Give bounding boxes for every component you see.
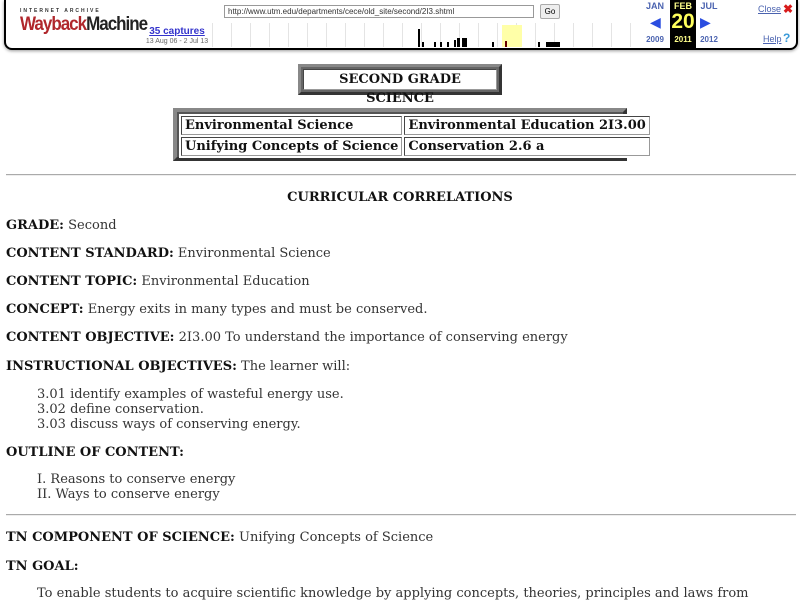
outline-list	[37, 472, 235, 502]
prev-month-link[interactable]: JAN	[645, 1, 664, 11]
capture-calendar	[642, 0, 724, 48]
close-link[interactable]: Close	[758, 4, 782, 14]
wayback-machine-wordmark: WaybackMachine	[20, 12, 148, 35]
instructional-objectives-field: INSTRUCTIONAL OBJECTIVES: The learner will:	[6, 359, 351, 374]
page-title-box	[298, 64, 502, 106]
table-cell: Unifying Concepts of Science	[181, 137, 402, 156]
list-item: II. Ways to conserve energy	[37, 487, 220, 502]
wayback-logo[interactable]	[20, 8, 148, 35]
tn-goal-field: TN GOAL:	[6, 559, 79, 574]
url-input[interactable]	[224, 5, 534, 18]
tn-goal-text: To enable students to acquire scientific knowledge by applying concepts, theories, principles and laws from	[37, 586, 749, 600]
next-capture-arrow-icon[interactable]: ▶	[700, 14, 711, 30]
current-day: 20	[671, 10, 695, 33]
list-item: I. Reasons to conserve energy	[37, 472, 236, 487]
prev-year-link[interactable]: 2009	[646, 35, 664, 44]
help-icon[interactable]: ?	[783, 31, 791, 45]
section-heading: CURRICULAR CORRELATIONS	[287, 190, 513, 205]
content-objective-field: CONTENT OBJECTIVE: 2I3.00 To understand the importance of conserving energy	[6, 330, 568, 345]
grade-field: GRADE: Second	[6, 218, 117, 233]
correlation-table	[173, 108, 646, 161]
table-row	[181, 116, 650, 135]
divider	[6, 514, 796, 516]
next-year-link[interactable]: 2012	[700, 35, 718, 44]
objectives-list	[37, 387, 344, 432]
current-capture-date	[670, 0, 696, 48]
prev-capture-arrow-icon[interactable]: ◀	[650, 14, 661, 30]
next-month-link[interactable]: JUL	[700, 1, 718, 11]
outline-field: OUTLINE OF CONTENT:	[6, 445, 184, 460]
list-item: 3.01 identify examples of wasteful energy use.	[37, 387, 344, 402]
go-button[interactable]: Go	[540, 4, 560, 19]
captures-info	[144, 26, 210, 45]
divider	[6, 174, 796, 176]
captures-range: 13 Aug 06 - 2 Jul 13	[145, 38, 209, 45]
table-cell: Conservation 2.6 a	[404, 137, 649, 156]
page-title: SECOND GRADE SCIENCE	[303, 69, 497, 90]
current-year: 2011	[674, 35, 692, 44]
list-item: 3.02 define conservation.	[37, 402, 204, 417]
table-row	[181, 137, 650, 156]
help-link[interactable]: Help	[763, 34, 782, 44]
tn-component-field: TN COMPONENT OF SCIENCE: Unifying Concepts of Science	[6, 530, 434, 545]
list-item: 3.03 discuss ways of conserving energy.	[37, 417, 301, 432]
content-standard-field: CONTENT STANDARD: Environmental Science	[6, 246, 331, 261]
wayback-toolbar	[4, 0, 798, 50]
current-month: FEB	[674, 1, 692, 11]
capture-sparkline[interactable]	[212, 23, 636, 47]
close-icon[interactable]: ✖	[783, 2, 794, 16]
table-cell: Environmental Science	[181, 116, 402, 135]
internet-archive-label: INTERNET ARCHIVE	[20, 8, 101, 14]
captures-link[interactable]: 35 captures	[149, 26, 205, 37]
table-cell: Environmental Education 2I3.00	[404, 116, 649, 135]
concept-field: CONCEPT: Energy exits in many types and must be conserved.	[6, 302, 428, 317]
content-topic-field: CONTENT TOPIC: Environmental Education	[6, 274, 310, 289]
